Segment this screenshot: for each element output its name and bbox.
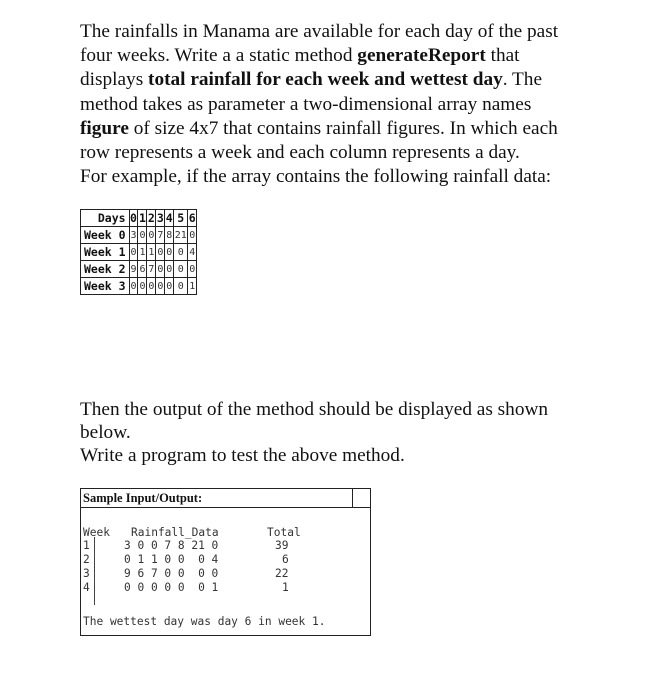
table-cell: 1 [138, 244, 147, 261]
header-week: Week [83, 526, 110, 539]
table-cell: 0 [188, 227, 197, 244]
table-cell: 1 [188, 278, 197, 295]
table-row [81, 227, 197, 244]
week-number: 1 [83, 539, 90, 552]
table-cell: 7 [147, 261, 156, 278]
rainfall-table [80, 209, 197, 295]
table-cell: 0 [147, 227, 156, 244]
week-number: 2 [83, 553, 90, 566]
week-number: 3 [83, 567, 90, 580]
output-instructions [80, 398, 580, 467]
table-header-row [81, 210, 197, 227]
table-cell: 0 [129, 278, 138, 295]
table-row [81, 244, 197, 261]
sample-io-title: Sample Input/Output: [81, 489, 353, 508]
week-total: 22 [275, 567, 289, 580]
table-cell: 8 [165, 227, 174, 244]
wettest-day-message: The wettest day was day 6 in week 1. [83, 615, 326, 628]
table-cell: 0 [165, 278, 174, 295]
table-cell: 0 [165, 244, 174, 261]
statement-line: row represents a week and each column represents a day. [80, 142, 520, 164]
parameter-name: figure [80, 117, 129, 139]
week-total: 6 [282, 553, 289, 566]
days-header: Days [81, 210, 130, 227]
statement-line: displays total rainfall for each week and wettest day. The [80, 69, 543, 91]
statement-line: For example, if the array contains the following rainfall data: [80, 166, 552, 188]
table-cell: 4 [188, 244, 197, 261]
day-header: 2 [147, 210, 155, 225]
week-label: Week 2 [81, 261, 130, 278]
table-cell: 7 [156, 227, 165, 244]
instruction-line: below. [80, 422, 131, 443]
problem-statement [80, 20, 582, 189]
day-header: 4 [165, 210, 173, 225]
rainfall-values: 3 0 0 7 8 21 0 [124, 539, 219, 552]
day-header: 3 [156, 210, 164, 225]
statement-line: method takes as parameter a two-dimensional array names [80, 93, 532, 115]
rainfall-values: 0 0 0 0 0 0 1 [124, 581, 219, 594]
week-label: Week 3 [81, 278, 130, 295]
table-row [81, 278, 197, 295]
instruction-line: Write a program to test the above method. [80, 445, 405, 466]
table-cell: 0 [147, 278, 156, 295]
table-cell: 0 [156, 244, 165, 261]
week-column-divider [94, 537, 95, 605]
header-rainfall-data: Rainfall_Data [131, 526, 219, 539]
method-name: generateReport [357, 45, 486, 67]
statement-line: The rainfalls in Manama are available for each day of the past [80, 21, 559, 42]
week-total: 1 [282, 581, 289, 594]
table-cell: 3 [129, 227, 138, 244]
week-number: 4 [83, 581, 90, 594]
table-cell: 0 [174, 244, 188, 261]
table-cell: 0 [138, 278, 147, 295]
table-cell: 0 [174, 278, 188, 295]
day-header: 1 [138, 210, 146, 225]
table-cell: 9 [129, 261, 138, 278]
day-header: 6 [188, 210, 196, 225]
table-cell: 0 [188, 261, 197, 278]
table-cell: 0 [129, 244, 138, 261]
rainfall-values: 0 1 1 0 0 0 4 [124, 553, 219, 566]
requirement-emphasis: total rainfall for each week and wettest day [148, 69, 503, 91]
table-cell: 0 [156, 278, 165, 295]
statement-line: four weeks. Write a a static method generateReport that [80, 45, 520, 67]
day-header: 0 [130, 210, 137, 225]
statement-line: figure of size 4x7 that contains rainfall figures. In which each [80, 117, 558, 139]
rainfall-values: 9 6 7 0 0 0 0 [124, 567, 219, 580]
week-total: 39 [275, 539, 289, 552]
week-label: Week 1 [81, 244, 130, 261]
table-cell: 0 [156, 261, 165, 278]
table-cell: 0 [165, 261, 174, 278]
sample-io-corner-cell [352, 489, 370, 508]
sample-io-box [80, 488, 371, 636]
table-cell: 6 [138, 261, 147, 278]
day-header: 5 [174, 210, 188, 227]
instruction-line: Then the output of the method should be displayed as shown [80, 399, 549, 420]
table-cell: 21 [174, 227, 188, 244]
table-cell: 0 [138, 227, 147, 244]
header-total: Total [267, 526, 301, 539]
table-cell: 0 [174, 261, 188, 278]
table-cell: 1 [147, 244, 156, 261]
table-row [81, 261, 197, 278]
week-label: Week 0 [81, 227, 130, 244]
